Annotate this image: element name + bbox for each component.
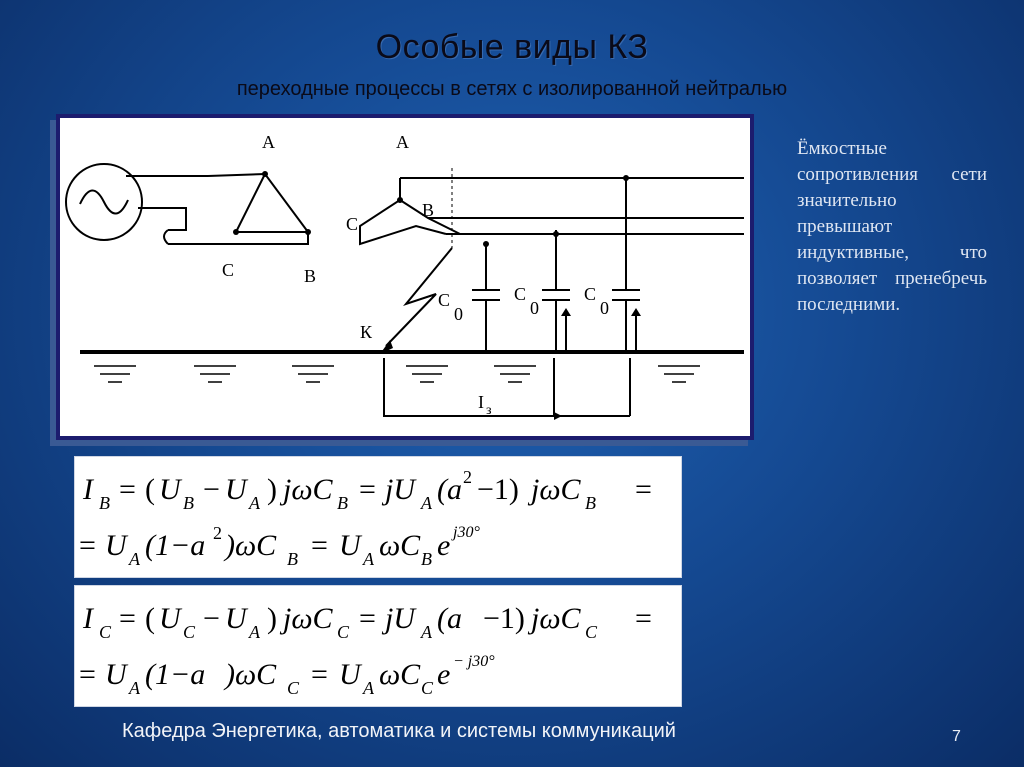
label-i-fault: I bbox=[478, 392, 484, 412]
f1-cb: B bbox=[337, 493, 348, 513]
f2-wc: ωC bbox=[379, 529, 421, 562]
f1-eq3: = bbox=[635, 473, 652, 506]
f3-cc: C bbox=[337, 622, 350, 642]
f4-eq2: = bbox=[311, 658, 328, 691]
f4-wc: ωC bbox=[379, 658, 421, 691]
formula-ib bbox=[74, 456, 682, 578]
label-gen-b: B bbox=[304, 266, 317, 286]
f3-i: I bbox=[83, 602, 93, 635]
f4-exp: − j30° bbox=[453, 653, 495, 670]
f3-eq2: = bbox=[359, 602, 376, 635]
side-explanation: Ёмкостные сопротивления сети значительно превышают индуктивные, что позволяет пренебречь последними. bbox=[797, 138, 987, 315]
f1-minus: − bbox=[203, 473, 220, 506]
f1-isub: B bbox=[99, 493, 110, 513]
f1-sq: 2 bbox=[463, 467, 472, 487]
label-i-fault-sub: з bbox=[486, 403, 492, 418]
label-gen-a: A bbox=[262, 132, 275, 152]
label-gen-c: C bbox=[222, 260, 235, 280]
f1-ua2: A bbox=[421, 493, 432, 513]
f4-cc2: C bbox=[421, 678, 434, 698]
label-line-a: A bbox=[396, 132, 409, 152]
f4-cc: C bbox=[287, 678, 300, 698]
sine-wave-icon bbox=[80, 190, 128, 213]
f3-m1: −1) bbox=[483, 602, 525, 635]
f4-eq: = bbox=[79, 658, 96, 691]
f3-cc2: C bbox=[585, 622, 598, 642]
f2-u2: U bbox=[339, 529, 361, 562]
f2-eq: = bbox=[79, 529, 96, 562]
f3-minus: − bbox=[203, 602, 220, 635]
f1-jw: jωC bbox=[283, 473, 333, 506]
f3-jw2: jωC bbox=[531, 602, 581, 635]
f2-u: U bbox=[105, 529, 127, 562]
label-c0-3-sub: 0 bbox=[600, 298, 609, 318]
f3-jw: jωC bbox=[283, 602, 333, 635]
f2-ua2: A bbox=[363, 549, 374, 569]
formula-ic bbox=[74, 585, 682, 707]
f4-u2: U bbox=[339, 658, 361, 691]
f3-eq3: = bbox=[635, 602, 652, 635]
label-c0-1-sub: 0 bbox=[454, 304, 463, 324]
f3-isub: C bbox=[99, 622, 112, 642]
f3-ua2: A bbox=[421, 622, 432, 642]
f2-e: e bbox=[437, 529, 451, 562]
label-fault-k: К bbox=[360, 322, 373, 342]
slide-subtitle: переходные процессы в сетях с изолированной нейтралью bbox=[236, 78, 788, 100]
f4-u: U bbox=[105, 658, 127, 691]
f3-a: (a bbox=[437, 602, 462, 635]
f1-jw2: jωC bbox=[531, 473, 581, 506]
f4-e: e bbox=[437, 658, 451, 691]
f1-u: U bbox=[159, 473, 181, 506]
f2-sq: 2 bbox=[213, 523, 222, 543]
label-c0-2: C bbox=[514, 284, 527, 304]
f1-eq: = bbox=[119, 473, 136, 506]
f1-ua: A bbox=[249, 493, 260, 513]
label-line-c: C bbox=[346, 214, 359, 234]
label-line-b: B bbox=[422, 200, 435, 220]
delta-triangle bbox=[236, 174, 308, 232]
f2-close: )ωC bbox=[225, 529, 277, 562]
label-c0-2-sub: 0 bbox=[530, 298, 539, 318]
label-c0-1: C bbox=[438, 290, 451, 310]
f3-lp: ( bbox=[145, 602, 155, 635]
f1-lp: ( bbox=[145, 473, 155, 506]
f3-rp: ) bbox=[267, 602, 277, 635]
f1-u2: U bbox=[225, 473, 247, 506]
f2-ua: A bbox=[129, 549, 140, 569]
f2-cb2: B bbox=[421, 549, 432, 569]
f1-i: I bbox=[83, 473, 93, 506]
f3-u: U bbox=[159, 602, 181, 635]
f3-uc: C bbox=[183, 622, 196, 642]
f4-ua2: A bbox=[363, 678, 374, 698]
f1-ju: jU bbox=[385, 473, 415, 506]
f4-ua: A bbox=[129, 678, 140, 698]
footer-department: Кафедра Энергетика, автоматика и системы коммуникаций bbox=[122, 720, 676, 742]
page-number: 7 bbox=[952, 728, 961, 745]
f1-ub: B bbox=[183, 493, 194, 513]
f3-ua: A bbox=[249, 622, 260, 642]
f4-paren: (1−a bbox=[145, 658, 206, 691]
circuit-diagram bbox=[56, 114, 754, 440]
f1-cb2: B bbox=[585, 493, 596, 513]
ground-symbols bbox=[94, 366, 700, 382]
f1-m1: −1) bbox=[477, 473, 519, 506]
f2-exp: j30° bbox=[453, 524, 480, 541]
label-c0-3: C bbox=[584, 284, 597, 304]
f3-ju: jU bbox=[385, 602, 415, 635]
slide-title: Особые виды КЗ bbox=[375, 28, 649, 66]
f3-eq: = bbox=[119, 602, 136, 635]
f4-close: )ωC bbox=[225, 658, 277, 691]
f2-cb: B bbox=[287, 549, 298, 569]
f2-paren: (1−a bbox=[145, 529, 206, 562]
f1-rp: ) bbox=[267, 473, 277, 506]
f1-eq2: = bbox=[359, 473, 376, 506]
f2-eq2: = bbox=[311, 529, 328, 562]
f3-u2: U bbox=[225, 602, 247, 635]
f1-a: (a bbox=[437, 473, 462, 506]
